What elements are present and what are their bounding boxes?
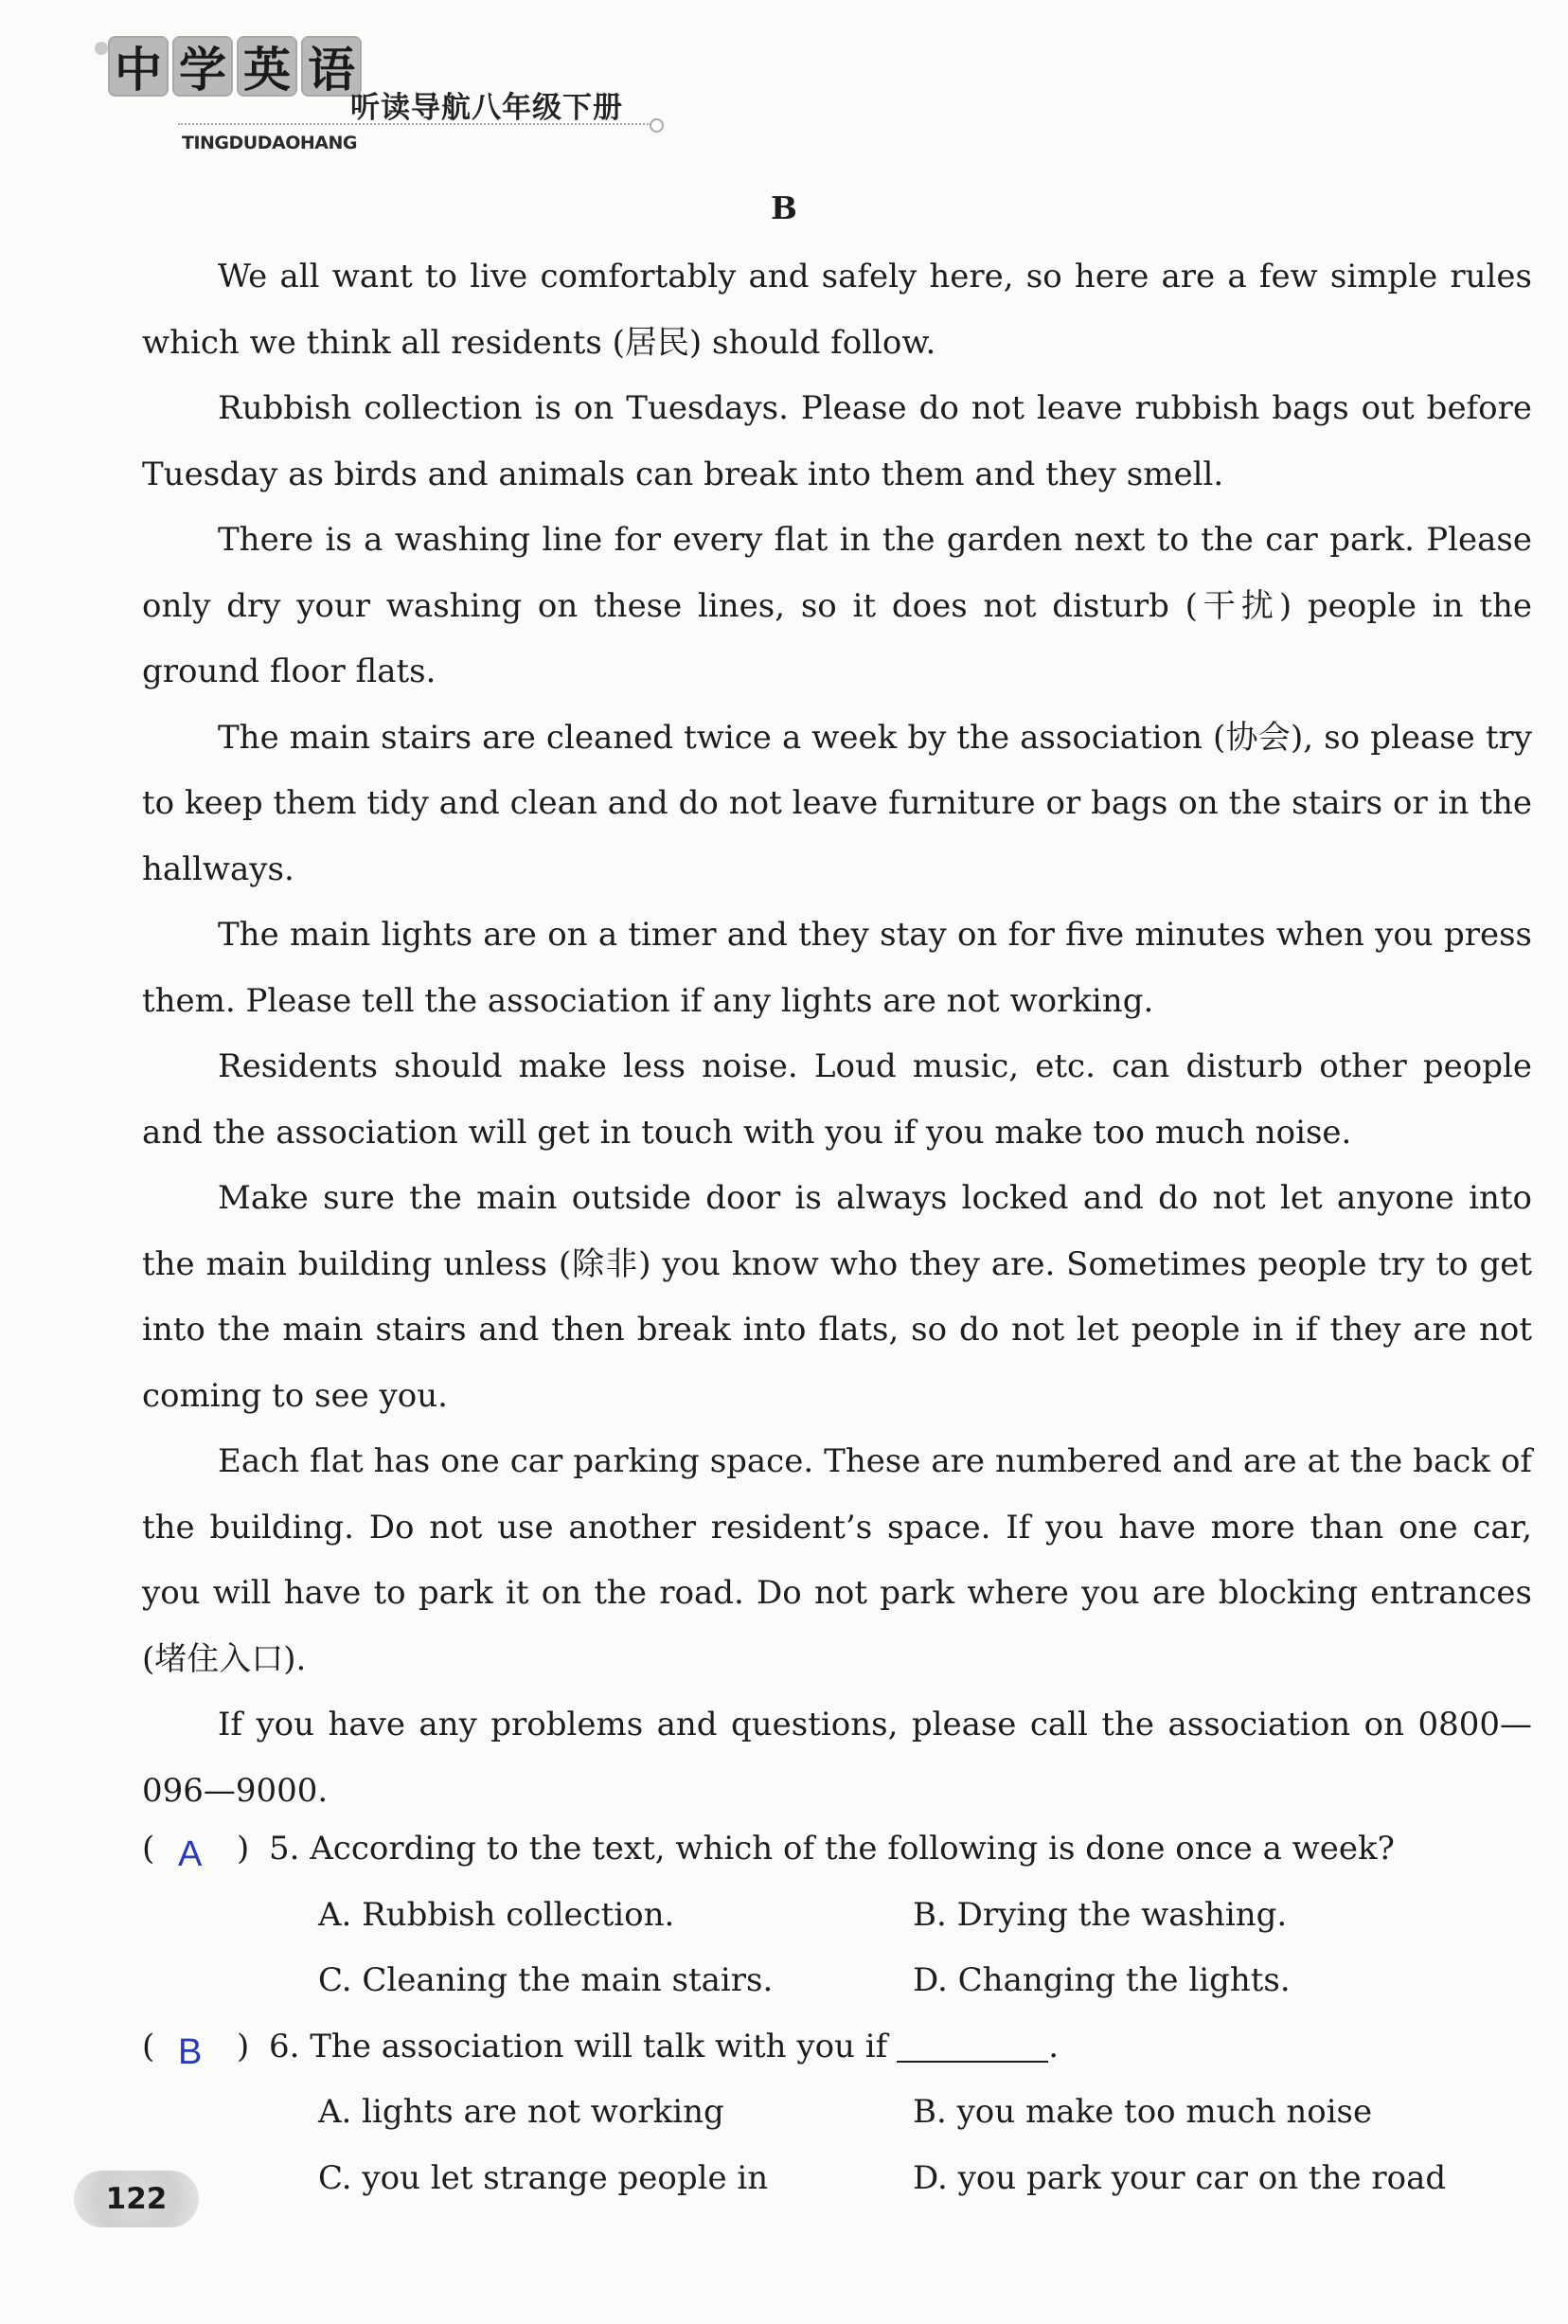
- question-5-option-c: C. Cleaning the main stairs.: [318, 1961, 774, 1999]
- passage-paragraph: There is a washing line for every flat in the garden next to the car park. Please only dry your washing on these lines, so it does not disturb (干扰) people in the ground floor flats.: [142, 521, 1532, 690]
- passage-paragraph: Rubbish collection is on Tuesdays. Please do not leave rubbish bags out before Tuesday as birds and animals can break into them and they smell.: [142, 389, 1532, 493]
- question-5-stem: 5. According to the text, which of the following is done once a week?: [269, 1830, 1395, 1868]
- answer-paren-close: ): [237, 1830, 250, 1868]
- question-5-stem-line: [142, 1816, 1532, 1883]
- question-6-option-c: C. you let strange people in: [318, 2158, 769, 2197]
- answer-paren-open: (: [142, 1830, 155, 1868]
- question-5-option-a: A. Rubbish collection.: [318, 1895, 675, 1934]
- passage-paragraph: Make sure the main outside door is always locked and do not let anyone into the main building unless (除非) you know who they are. Sometimes people try to get into the main stairs and then break into flats, so do not let people in if they are not coming to see you.: [142, 1179, 1532, 1415]
- series-title-char: 学: [172, 36, 233, 97]
- question-5-options-row: [142, 1883, 1532, 1949]
- reading-passage: [142, 244, 1532, 1824]
- passage-paragraph: The main stairs are cleaned twice a week by the association (协会), so please try to keep them tidy and clean and do not leave furniture or bags on the stairs or in the hallways.: [142, 718, 1532, 888]
- passage-paragraph: We all want to live comfortably and safely here, so here are a few simple rules which we think all residents (居民) should follow.: [142, 258, 1532, 362]
- answer-blank: [897, 2023, 1048, 2063]
- page-header: [95, 36, 682, 159]
- question-6-stem-wrap: [269, 2014, 1059, 2081]
- series-title-char: 语: [301, 36, 362, 97]
- question-6-option-a: A. lights are not working: [318, 2093, 724, 2131]
- question-6-stem-end: .: [1048, 2027, 1060, 2065]
- question-5-answer: A: [178, 1834, 203, 1874]
- question-6-option-b: B. you make too much noise: [913, 2093, 1373, 2131]
- book-subtitle: 听读导航八年级下册: [350, 91, 623, 125]
- page-number-badge: [74, 2171, 199, 2227]
- question-6-stem: 6. The association will talk with you if: [269, 2027, 888, 2065]
- section-heading: B: [771, 189, 797, 226]
- passage-paragraph: Each flat has one car parking space. These are numbered and are at the back of the building. Do not use another resident’s space. If you have more than one car, you will have to park it on the road. Do not park where you are blocking entrances (堵住入口).: [142, 1442, 1532, 1678]
- header-line-end-dot: [650, 118, 664, 133]
- page-number: 122: [105, 2182, 168, 2216]
- question-list: [142, 1816, 1532, 2211]
- passage-paragraph: Residents should make less noise. Loud music, etc. can disturb other people and the association will get in touch with you if you make too much noise.: [142, 1047, 1532, 1152]
- question-5-option-d: D. Changing the lights.: [913, 1961, 1291, 1999]
- question-5-options-row: [142, 1948, 1532, 2014]
- question-5-option-b: B. Drying the washing.: [913, 1895, 1288, 1934]
- question-6-options-row: [142, 2146, 1532, 2212]
- series-title: [108, 36, 362, 97]
- question-6-stem-line: [142, 2014, 1532, 2081]
- answer-paren-open: (: [142, 2027, 155, 2065]
- answer-paren-close: ): [237, 2027, 250, 2065]
- question-6-options-row: [142, 2080, 1532, 2146]
- question-6-option-d: D. you park your car on the road: [913, 2158, 1447, 2197]
- question-6-answer: B: [178, 2031, 203, 2072]
- series-title-char: 中: [108, 36, 169, 97]
- header-decor-dot: [95, 42, 108, 55]
- header-dotted-line: [178, 123, 651, 125]
- header-pinyin: TINGDUDAOHANG: [182, 133, 357, 153]
- passage-paragraph: The main lights are on a timer and they stay on for five minutes when you press them. Please tell the association if any lights are not working.: [142, 916, 1532, 1020]
- passage-paragraph: If you have any problems and questions, please call the association on 0800—096—9000.: [142, 1706, 1532, 1810]
- series-title-char: 英: [237, 36, 297, 97]
